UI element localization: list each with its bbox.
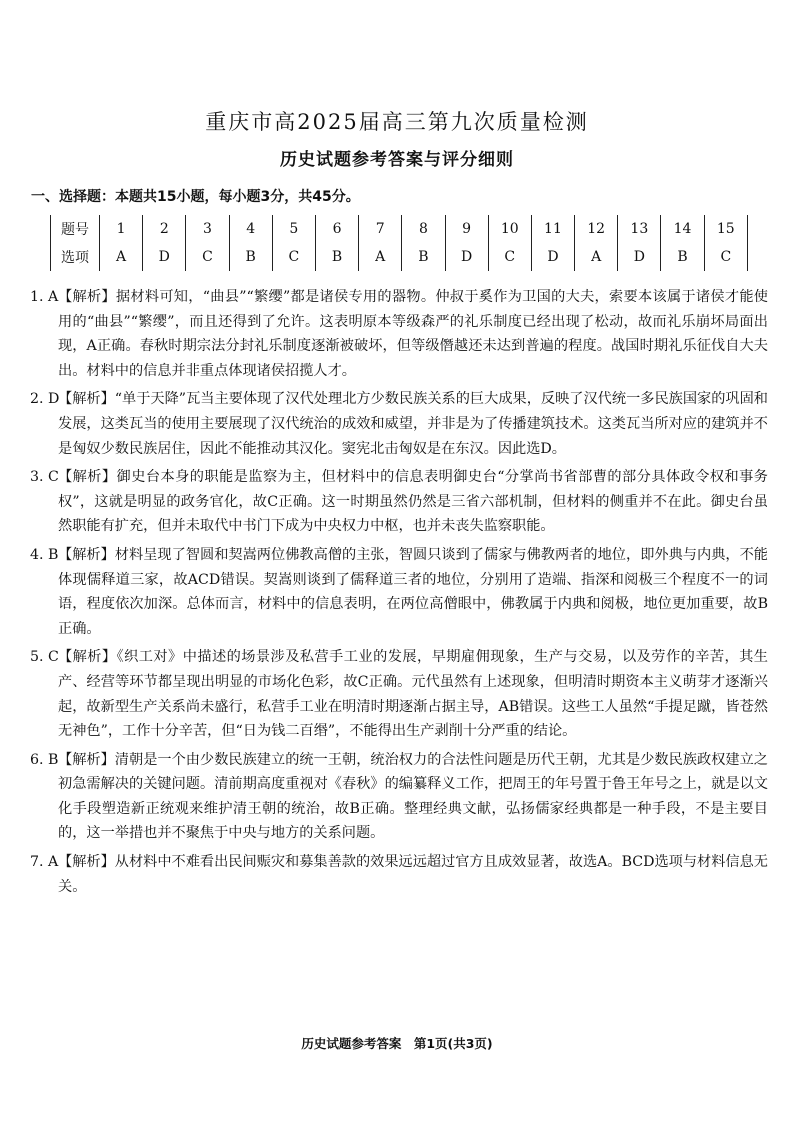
item-number: 4. B [30, 546, 59, 563]
answer-option: D [143, 243, 186, 271]
explanation-item [30, 387, 768, 461]
explanation-item [30, 645, 768, 743]
question-number: 15 [704, 215, 747, 243]
question-number: 2 [143, 215, 186, 243]
question-number: 5 [272, 215, 315, 243]
question-number: 8 [402, 215, 445, 243]
item-number: 7. A [30, 854, 59, 871]
answer-option: A [359, 243, 402, 271]
explanation-item [30, 850, 768, 899]
row-label-answer: 选项 [51, 243, 100, 271]
answer-option: A [575, 243, 618, 271]
item-text: 【解析】据材料可知，“曲县”“繁缨”都是诸侯专用的器物。仲叔于奚作为卫国的大夫，索要本该属于诸侯才能使用的“曲县”“繁缨”，而且还得到了允许。这表明原本等级森严的礼乐制度已经出现了松动，故而礼乐崩坏局面出现，A正确。春秋时期宗法分封礼乐制度逐渐被破坏，但等级僭越还未达到普遍的程度。战国时期礼乐征伐自大夫出。材料中的信息并非重点体现诸侯招揽人才。 [58, 289, 768, 379]
item-text: 【解析】《织工对》中描述的场景涉及私营手工业的发展，早期雇佣现象，生产与交易，以及劳作的辛苦，其生产、经营等环节都呈现出明显的市场化色彩，故C正确。元代虽然有上述现象，但明清时期资本主义萌芽才逐渐兴起，故新型生产关系尚未盛行，私营手工业在明清时期逐渐占据主导，AB错误。这些工人虽然“手提足蹴，皆苍然无神色”，工作十分辛苦，但“日为钱二百缗”，不能得出生产剥削十分严重的结论。 [58, 649, 768, 740]
answer-option: B [402, 243, 445, 271]
answer-option: B [315, 243, 358, 271]
question-number: 14 [661, 215, 704, 243]
section-heading: 一、选择题：本题共15小题，每小题3分，共45分。 [31, 189, 360, 205]
answer-option: C [488, 243, 531, 271]
page-footer: 历史试题参考答案 第1页(共3页) [301, 1036, 493, 1051]
question-number: 3 [186, 215, 229, 243]
question-number: 13 [618, 215, 661, 243]
item-text: 【解析】清朝是一个由少数民族建立的统一王朝，统治权力的合法性问题是历代王朝，尤其是少数民族政权建立之初急需解决的关键问题。清前期高度重视对《春秋》的编纂释义工作，把周王的年号置于鲁王年号之上，就是以文化手段塑造新正统观来维护清王朝的统治，故B正确。整理经典文献，弘扬儒家经典都是一种手段，不是主要目的，这一举措也并不聚焦于中央与地方的关系问题。 [58, 751, 768, 842]
item-text: 【解析】材料呈现了智圆和契嵩两位佛教高僧的主张，智圆只谈到了儒家与佛教两者的地位，即外典与内典，不能体现儒释道三家，故ACD错误。契嵩则谈到了儒释道三者的地位，分别用了造端、指深和阅极三个程度不一的词语，程度依次加深。总体而言，材料中的信息表明，在两位高僧眼中，佛教属于内典和阅极，地位更加重要，故B正确。 [58, 546, 768, 637]
document-subtitle: 历史试题参考答案与评分细则 [280, 150, 514, 170]
answer-option: C [272, 243, 315, 271]
question-number-row [51, 215, 748, 243]
explanation-item [30, 285, 768, 383]
explanation-item [30, 543, 768, 641]
answer-option: C [704, 243, 747, 271]
explanation-item [30, 748, 768, 846]
answer-option: D [445, 243, 488, 271]
item-number: 3. C [30, 469, 59, 486]
answer-table [50, 215, 748, 271]
question-number: 9 [445, 215, 488, 243]
item-text: 【解析】从材料中不难看出民间赈灾和募集善款的效果远远超过官方且成效显著，故选A。BCD选项与材料信息无关。 [58, 854, 768, 895]
answer-option: A [100, 243, 143, 271]
explanation-list [30, 285, 768, 903]
document-title: 重庆市高2025届高三第九次质量检测 [205, 110, 589, 134]
item-text: 【解析】御史台本身的职能是监察为主，但材料中的信息表明御史台“分掌尚书省部曹的部分具体政令权和事务权”，这就是明显的政务官化，故C正确。这一时期虽然仍然是三省六部机制，但材料的侧重并不在此。御史台虽然职能有扩充，但并未取代中书门下成为中央权力中枢，也并未丧失监察职能。 [58, 469, 768, 535]
item-number: 5. C [30, 649, 59, 666]
answer-option: B [229, 243, 272, 271]
question-number: 11 [531, 215, 574, 243]
question-number: 6 [315, 215, 358, 243]
question-number: 10 [488, 215, 531, 243]
question-number: 12 [575, 215, 618, 243]
item-number: 6. B [30, 751, 59, 768]
item-number: 1. A [30, 289, 59, 305]
answer-option: C [186, 243, 229, 271]
answer-row [51, 243, 748, 271]
row-label-number: 题号 [51, 215, 100, 243]
question-number: 1 [100, 215, 143, 243]
answer-option: D [618, 243, 661, 271]
item-number: 2. D [30, 391, 60, 408]
question-number: 4 [229, 215, 272, 243]
item-text: 【解析】“单于天降”瓦当主要体现了汉代处理北方少数民族关系的巨大成果，反映了汉代统一多民族国家的巩固和发展，这类瓦当的使用主要展现了汉代统治的成效和威望，并非是为了传播建筑技术。这类瓦当所对应的建筑并不是匈奴少数民族居住，因此不能推动其汉化。窦宪北击匈奴是在东汉。因此选D。 [58, 391, 768, 457]
explanation-item [30, 465, 768, 539]
answer-option: D [531, 243, 574, 271]
question-number: 7 [359, 215, 402, 243]
answer-option: B [661, 243, 704, 271]
